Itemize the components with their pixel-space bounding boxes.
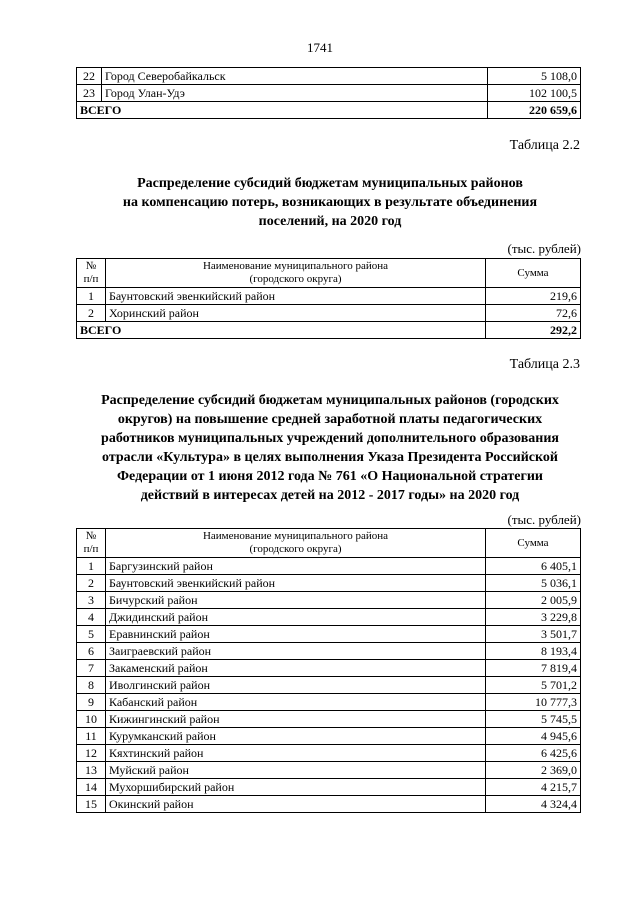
row-number: 8 bbox=[77, 677, 106, 694]
heading-line: поселений, на 2020 год bbox=[258, 214, 402, 229]
heading-line: на компенсацию потерь, возникающих в результате объединения bbox=[122, 195, 538, 210]
row-sum: 5 108,0 bbox=[488, 68, 581, 85]
total-row bbox=[77, 322, 581, 339]
table-2-3-heading bbox=[70, 391, 590, 505]
row-name: Еравнинский район bbox=[106, 626, 486, 643]
row-name: Город Северобайкальск bbox=[102, 68, 488, 85]
header-num bbox=[77, 259, 106, 288]
header-name-line2: (городского округа) bbox=[249, 273, 342, 285]
row-name: Муйский район bbox=[106, 762, 486, 779]
table-2-3-units: (тыс. рублей) bbox=[507, 512, 581, 527]
row-name: Бичурский район bbox=[106, 592, 486, 609]
header-num-line1: № bbox=[85, 530, 97, 542]
table-row bbox=[77, 694, 581, 711]
row-sum: 10 777,3 bbox=[486, 694, 581, 711]
row-number: 2 bbox=[77, 575, 106, 592]
row-name: Мухоршибирский район bbox=[106, 779, 486, 796]
row-name: Хоринский район bbox=[106, 305, 486, 322]
header-name-line1: Наименование муниципального района bbox=[202, 260, 389, 272]
row-number: 3 bbox=[77, 592, 106, 609]
table-row bbox=[77, 762, 581, 779]
heading-line: отрасли «Культура» в целях выполнения Указа Президента Российской bbox=[102, 450, 558, 465]
row-number: 2 bbox=[77, 305, 106, 322]
heading-line: действий в интересах детей на 2012 - 2017 годы» на 2020 год bbox=[140, 488, 520, 503]
row-sum: 4 324,4 bbox=[486, 796, 581, 813]
heading-line: Распределение субсидий бюджетам муниципальных районов bbox=[137, 176, 523, 191]
row-sum: 4 945,6 bbox=[486, 728, 581, 745]
row-number: 7 bbox=[77, 660, 106, 677]
row-number: 11 bbox=[77, 728, 106, 745]
row-number: 4 bbox=[77, 609, 106, 626]
header-num-line2: п/п bbox=[83, 543, 99, 555]
table-2-2-units: (тыс. рублей) bbox=[507, 241, 581, 256]
page-number: 1741 bbox=[307, 40, 333, 55]
table-row bbox=[77, 288, 581, 305]
table-2-2-heading bbox=[70, 174, 590, 231]
table-row bbox=[77, 660, 581, 677]
row-sum: 4 215,7 bbox=[486, 779, 581, 796]
heading-line: Федерации от 1 июня 2012 года № 761 «О Национальной стратегии bbox=[117, 469, 543, 484]
table-2-3-caption: Таблица 2.3 bbox=[509, 357, 580, 372]
row-sum: 7 819,4 bbox=[486, 660, 581, 677]
header-sum: Сумма bbox=[486, 529, 581, 558]
row-name: Закаменский район bbox=[106, 660, 486, 677]
row-number: 22 bbox=[77, 68, 102, 85]
row-name: Заиграевский район bbox=[106, 643, 486, 660]
row-name: Баунтовский эвенкийский район bbox=[106, 575, 486, 592]
continuation-table bbox=[76, 67, 581, 119]
row-number: 5 bbox=[77, 626, 106, 643]
row-name: Кижингинский район bbox=[106, 711, 486, 728]
header-num-line2: п/п bbox=[83, 273, 99, 285]
header-name bbox=[106, 529, 486, 558]
row-name: Иволгинский район bbox=[106, 677, 486, 694]
row-number: 13 bbox=[77, 762, 106, 779]
header-row bbox=[77, 529, 581, 558]
row-sum: 72,6 bbox=[486, 305, 581, 322]
table-row bbox=[77, 796, 581, 813]
table-row bbox=[77, 643, 581, 660]
header-name bbox=[106, 259, 486, 288]
row-number: 12 bbox=[77, 745, 106, 762]
table-row bbox=[77, 305, 581, 322]
row-name: Баунтовский эвенкийский район bbox=[106, 288, 486, 305]
table-row bbox=[77, 728, 581, 745]
header-name-line1: Наименование муниципального района bbox=[202, 530, 389, 542]
table-row bbox=[77, 677, 581, 694]
row-name: Кабанский район bbox=[106, 694, 486, 711]
row-name: Кяхтинский район bbox=[106, 745, 486, 762]
table-row bbox=[77, 68, 581, 85]
header-num bbox=[77, 529, 106, 558]
table-row bbox=[77, 711, 581, 728]
table-row bbox=[77, 558, 581, 575]
row-name: Окинский район bbox=[106, 796, 486, 813]
row-number: 1 bbox=[77, 558, 106, 575]
row-sum: 2 005,9 bbox=[486, 592, 581, 609]
row-number: 9 bbox=[77, 694, 106, 711]
header-sum: Сумма bbox=[486, 259, 581, 288]
row-sum: 5 036,1 bbox=[486, 575, 581, 592]
total-row bbox=[77, 102, 581, 119]
table-2-2-caption: Таблица 2.2 bbox=[509, 138, 580, 153]
total-sum: 220 659,6 bbox=[488, 102, 581, 119]
table-row bbox=[77, 575, 581, 592]
heading-line: работников муниципальных учреждений дополнительного образования bbox=[101, 431, 559, 446]
table-2-3 bbox=[76, 528, 581, 813]
row-name: Город Улан-Удэ bbox=[102, 85, 488, 102]
row-number: 15 bbox=[77, 796, 106, 813]
row-name: Джидинский район bbox=[106, 609, 486, 626]
row-name: Баргузинский район bbox=[106, 558, 486, 575]
table-row bbox=[77, 626, 581, 643]
row-sum: 8 193,4 bbox=[486, 643, 581, 660]
row-number: 14 bbox=[77, 779, 106, 796]
table-row bbox=[77, 745, 581, 762]
total-label: ВСЕГО bbox=[77, 322, 486, 339]
row-sum: 3 229,8 bbox=[486, 609, 581, 626]
header-num-line1: № bbox=[85, 260, 97, 272]
row-number: 1 bbox=[77, 288, 106, 305]
row-sum: 6 405,1 bbox=[486, 558, 581, 575]
row-sum: 219,6 bbox=[486, 288, 581, 305]
heading-line: округов) на повышение средней заработной платы педагогических bbox=[117, 412, 543, 427]
table-2-2 bbox=[76, 258, 581, 339]
row-number: 23 bbox=[77, 85, 102, 102]
row-name: Курумканский район bbox=[106, 728, 486, 745]
table-row bbox=[77, 592, 581, 609]
row-number: 10 bbox=[77, 711, 106, 728]
header-name-line2: (городского округа) bbox=[249, 543, 342, 555]
total-sum: 292,2 bbox=[486, 322, 581, 339]
row-sum: 6 425,6 bbox=[486, 745, 581, 762]
header-row bbox=[77, 259, 581, 288]
total-label: ВСЕГО bbox=[77, 102, 488, 119]
table-row bbox=[77, 779, 581, 796]
row-number: 6 bbox=[77, 643, 106, 660]
row-sum: 5 701,2 bbox=[486, 677, 581, 694]
table-row bbox=[77, 609, 581, 626]
row-sum: 102 100,5 bbox=[488, 85, 581, 102]
heading-line: Распределение субсидий бюджетам муниципальных районов (городских bbox=[101, 393, 559, 408]
table-row bbox=[77, 85, 581, 102]
row-sum: 3 501,7 bbox=[486, 626, 581, 643]
row-sum: 2 369,0 bbox=[486, 762, 581, 779]
row-sum: 5 745,5 bbox=[486, 711, 581, 728]
